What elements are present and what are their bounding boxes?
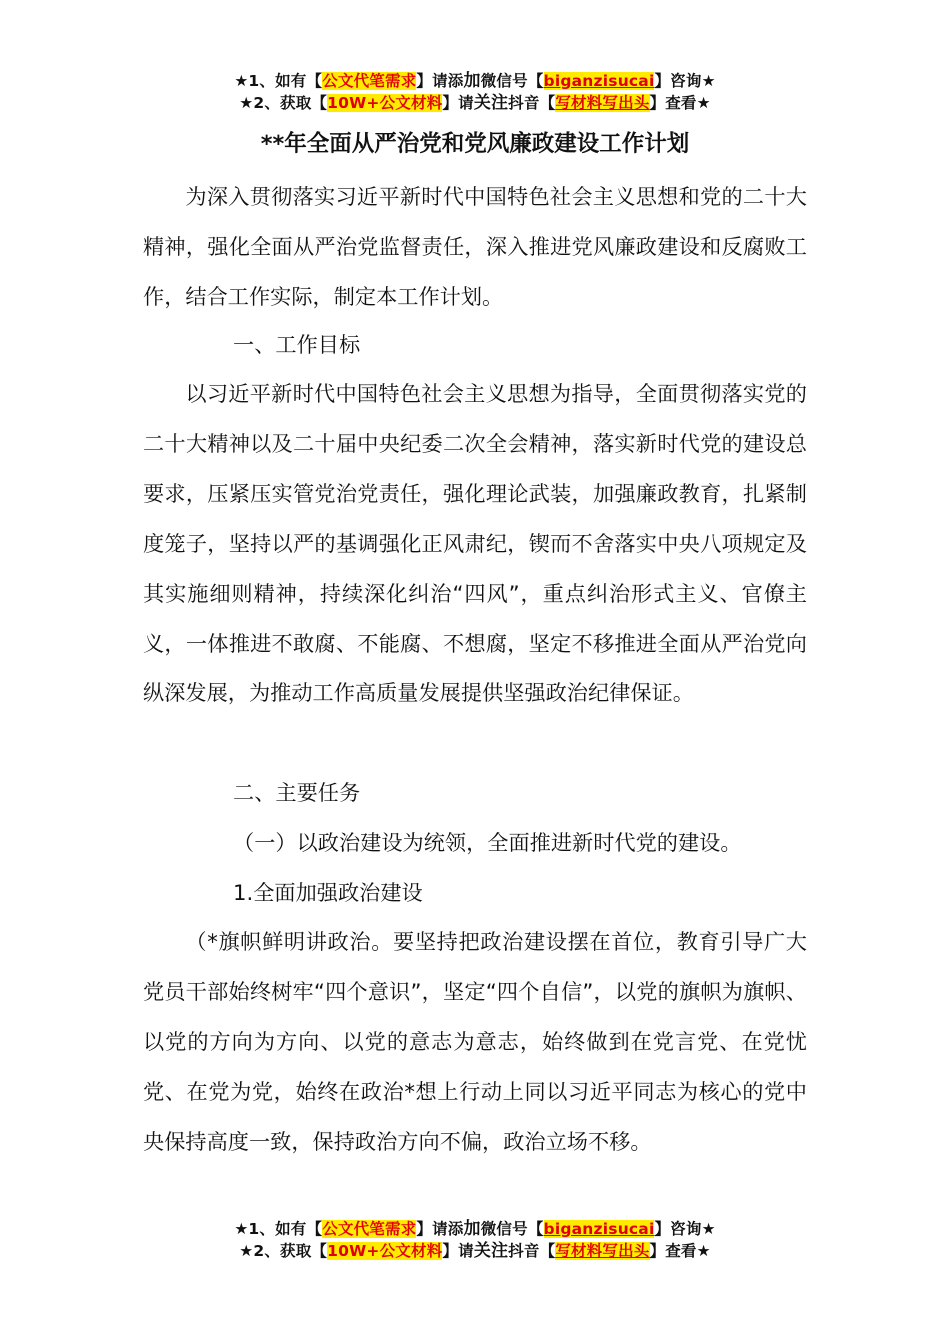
promo-text: 】请 (442, 94, 474, 112)
promo-line-2 (0, 92, 950, 114)
promo-text: 】查看★ (649, 94, 711, 112)
goals-paragraph: 以习近平新时代中国特色社会主义思想为指导，全面贯彻落实党的二十大精神以及二十届中央纪委二次全会精神，落实新时代党的建设总要求，压紧压实管党治党责任，强化理论武装，加强廉政教育，扎紧制度笼子，坚持以严的基调强化正风肃纪，锲而不舍落实中央八项规定及其实施细则精神，持续深化纠治“四风”，重点纠治形式主义、官僚主义，一体推进不敢腐、不能腐、不想腐，坚定不移推进全面从严治党向纵深发展，为推动工作高质量发展提供坚强政治纪律保证。 (143, 381, 807, 706)
promo-text: ★1、如有【 (234, 72, 323, 90)
promo-text: 】咨询★ (654, 72, 716, 90)
item-paragraph-political-construction: （*旗帜鲜明讲政治。要坚持把政治建设摆在首位，教育引导广大党员干部始终树牢“四个意识”，坚定“四个自信”，以党的旗帜为旗帜、以党的方向为方向、以党的意志为意志，始终做到在党言党、在党忧党、在党为党，始终在政治*想上行动上同以习近平同志为核心的党中央保持高度一致，保持政治方向不偏，政治立场不移。 (143, 929, 807, 1154)
wechat-id-highlight: biganzisucai (543, 72, 655, 90)
promo-highlight: 公文代笔需求 (322, 72, 417, 90)
promo-line-1 (0, 1218, 950, 1240)
wechat-id-highlight: biganzisucai (543, 1220, 655, 1238)
promo-text: ★2、获取【 (239, 94, 328, 112)
promo-highlight: 10W+公文材料 (327, 1242, 443, 1260)
subsection-heading-political-building: （一）以政治建设为统领，全面推进新时代党的建设。 (233, 830, 742, 855)
promo-highlight: 10W+公文材料 (327, 94, 443, 112)
promo-highlight: 公文代笔需求 (322, 1220, 417, 1238)
promo-text: 】咨询★ (654, 1220, 716, 1238)
promo-emphasis: 关注 (473, 1241, 509, 1261)
promo-notice-top (0, 70, 950, 114)
document-title: **年全面从严治党和党风廉政建设工作计划 (260, 131, 690, 157)
promo-text: 微信号【 (480, 72, 544, 90)
promo-text: 】请 (442, 1242, 474, 1260)
promo-emphasis: 加 (463, 71, 481, 91)
item-heading-political-construction: 1.全面加强政治建设 (233, 880, 423, 905)
promo-text: 】查看★ (649, 1242, 711, 1260)
douyin-account-highlight: 写材料写出头 (555, 1242, 650, 1260)
promo-text: 微信号【 (480, 1220, 544, 1238)
section-heading-tasks: 二、主要任务 (233, 780, 361, 805)
promo-text: ★1、如有【 (234, 1220, 323, 1238)
promo-notice-bottom (0, 1218, 950, 1262)
promo-text: 】请添 (416, 72, 464, 90)
promo-line-1 (0, 70, 950, 92)
promo-text: 抖音【 (508, 1242, 556, 1260)
douyin-account-highlight: 写材料写出头 (555, 94, 650, 112)
promo-line-2 (0, 1240, 950, 1262)
promo-text: 抖音【 (508, 94, 556, 112)
section-heading-goals: 一、工作目标 (233, 332, 361, 357)
intro-paragraph: 为深入贯彻落实习近平新时代中国特色社会主义思想和党的二十大精神，强化全面从严治党监督责任，深入推进党风廉政建设和反腐败工作，结合工作实际，制定本工作计划。 (143, 184, 807, 309)
promo-text: ★2、获取【 (239, 1242, 328, 1260)
promo-emphasis: 关注 (473, 93, 509, 113)
promo-emphasis: 加 (463, 1219, 481, 1239)
promo-text: 】请添 (416, 1220, 464, 1238)
